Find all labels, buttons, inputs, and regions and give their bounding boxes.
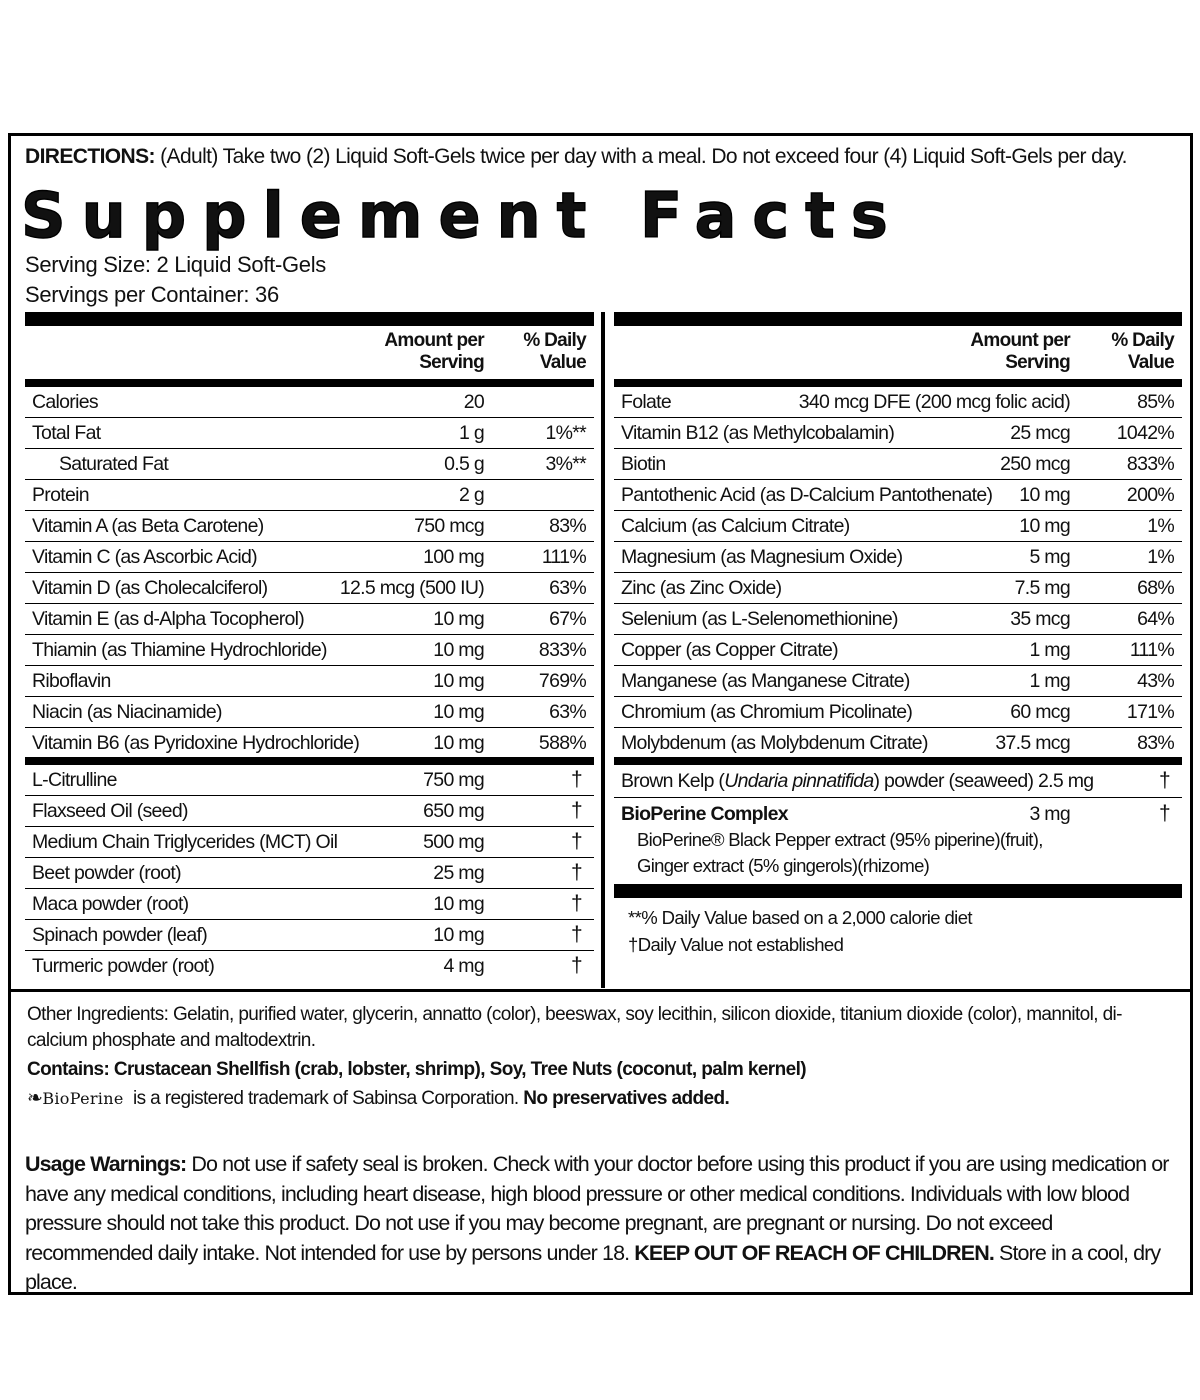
dv-footnote: **% Daily Value based on a 2,000 calorie diet — [628, 907, 972, 928]
allergens: Contains: Crustacean Shellfish (crab, lobster, shrimp), Soy, Tree Nuts (coconut, palm kernel) — [27, 1059, 806, 1080]
nutrient-amount: 1 mg — [1029, 670, 1070, 692]
nutrient-row — [614, 418, 1182, 449]
kelp-name: Brown Kelp (Undaria pinnatifida) powder (seaweed) 2.5 mg — [621, 770, 1094, 792]
keep-out-of-reach: KEEP OUT OF REACH OF CHILDREN. — [634, 1240, 994, 1265]
page-title: Supplement Facts — [21, 179, 904, 252]
nutrient-amount: 250 mcg — [1000, 453, 1070, 475]
nutrient-row — [25, 889, 594, 920]
nutrient-daily-value: 769% — [538, 670, 586, 692]
nutrient-name: Selenium (as L-Selenomethionine) — [621, 608, 898, 630]
nutrient-row — [25, 765, 594, 796]
nutrient-name: Spinach powder (leaf) — [32, 924, 207, 946]
bioperine-amount: 3 mg — [1029, 803, 1070, 825]
nutrient-row — [25, 635, 594, 666]
nutrient-daily-value: 64% — [1137, 608, 1174, 630]
nutrient-daily-value: 111% — [1129, 639, 1174, 661]
nutrient-daily-value: 83% — [1137, 732, 1174, 754]
kelp-dv: † — [1159, 769, 1170, 792]
nutrient-row — [25, 480, 594, 511]
divider-bar — [25, 757, 594, 765]
directions-label: DIRECTIONS: — [25, 145, 155, 168]
nutrient-name: Calcium (as Calcium Citrate) — [621, 515, 850, 537]
nutrient-daily-value: 1% — [1147, 546, 1174, 568]
nutrient-daily-value: 111% — [541, 546, 586, 568]
nutrient-daily-value: 588% — [538, 732, 586, 754]
directions — [25, 145, 1127, 169]
nutrient-name: Niacin (as Niacinamide) — [32, 701, 222, 723]
nutrient-name: Pantothenic Acid (as D-Calcium Pantothenate) — [621, 484, 993, 506]
nutrient-row — [25, 387, 594, 418]
nutrient-row — [614, 697, 1182, 728]
directions-text: (Adult) Take two (2) Liquid Soft-Gels twice per day with a meal. Do not exceed four (4) Liquid Soft-Gels per day. — [160, 145, 1127, 168]
nutrient-amount: 5 mg — [1029, 546, 1070, 568]
trademark-line — [27, 1086, 1177, 1112]
nutrient-name: Beet powder (root) — [32, 862, 181, 884]
nutrient-amount: 37.5 mcg — [995, 732, 1070, 754]
column-header — [25, 326, 594, 379]
nutrient-row — [614, 666, 1182, 697]
nutrient-daily-value: 83% — [549, 515, 586, 537]
nutrient-name: Vitamin E (as d-Alpha Tocopherol) — [32, 608, 305, 630]
nutrient-daily-value: 68% — [1137, 577, 1174, 599]
divider-bar — [614, 884, 1182, 898]
nutrient-amount: 10 mg — [433, 893, 484, 915]
kelp-row — [614, 765, 1182, 798]
warnings-label: Usage Warnings: — [25, 1152, 187, 1176]
nutrient-row — [25, 920, 594, 951]
nutrient-row — [614, 573, 1182, 604]
nutrient-daily-value: 85% — [1137, 391, 1174, 413]
divider-bar — [25, 312, 594, 326]
nutrient-name: Vitamin B12 (as Methylcobalamin) — [621, 422, 895, 444]
nutrient-row — [25, 511, 594, 542]
nutrient-row — [25, 418, 594, 449]
nutrient-amount: 25 mcg — [1010, 422, 1070, 444]
nutrient-amount: 10 mg — [433, 924, 484, 946]
nutrient-name: Copper (as Copper Citrate) — [621, 639, 838, 661]
bioperine-logo: BioPerine — [42, 1089, 124, 1108]
nutrient-row — [25, 951, 594, 981]
nutrient-name: Riboflavin — [32, 670, 111, 692]
nutrient-name: Calories — [32, 391, 98, 413]
nutrient-name: Manganese (as Manganese Citrate) — [621, 670, 910, 692]
divider-bar — [614, 312, 1182, 326]
supplement-facts-label — [8, 133, 1193, 1295]
nutrient-amount: 7.5 mg — [1014, 577, 1070, 599]
section-divider — [11, 989, 1190, 992]
nutrient-amount: 4 mg — [443, 955, 484, 977]
nutrient-amount: 340 mcg DFE (200 mcg folic acid) — [798, 391, 1070, 413]
column-header — [614, 326, 1182, 379]
nutrient-amount: 750 mg — [423, 769, 484, 791]
nutrient-row — [25, 604, 594, 635]
nutrient-daily-value: 833% — [1126, 453, 1174, 475]
serving-size: Serving Size: 2 Liquid Soft-Gels — [25, 252, 326, 277]
nutrient-name: Biotin — [621, 453, 666, 475]
nutrient-amount: 10 mg — [1019, 515, 1070, 537]
nutrient-row — [25, 858, 594, 889]
nutrient-name: Maca powder (root) — [32, 893, 189, 915]
nutrient-name: Protein — [32, 484, 89, 506]
nutrient-daily-value: † — [571, 923, 582, 946]
nutrient-row — [614, 480, 1182, 511]
nutrient-row — [25, 827, 594, 858]
nutrient-amount: 20 — [463, 391, 484, 413]
nutrient-row — [25, 573, 594, 604]
right-vitamin-list — [614, 387, 1182, 758]
nutrient-daily-value: 833% — [538, 639, 586, 661]
bioperine-sub-1: BioPerine® Black Pepper extract (95% piperine)(fruit), — [637, 829, 1043, 850]
nutrient-daily-value: † — [571, 830, 582, 853]
nutrient-name: Magnesium (as Magnesium Oxide) — [621, 546, 903, 568]
nutrient-row — [614, 604, 1182, 635]
nutrient-amount: 25 mg — [433, 862, 484, 884]
nutrient-name: Chromium (as Chromium Picolinate) — [621, 701, 913, 723]
nutrient-amount: 10 mg — [433, 670, 484, 692]
nutrient-daily-value: 200% — [1126, 484, 1174, 506]
nutrient-amount: 500 mg — [423, 831, 484, 853]
nutrient-amount: 10 mg — [433, 639, 484, 661]
left-ingredient-list — [25, 765, 594, 981]
footnotes — [614, 898, 1182, 958]
nutrient-name: Zinc (as Zinc Oxide) — [621, 577, 782, 599]
left-vitamin-list — [25, 387, 594, 758]
leaf-icon: ❧ — [27, 1088, 43, 1109]
nutrient-amount: 2 g — [458, 484, 484, 506]
nutrient-amount: 100 mg — [423, 546, 484, 568]
nutrient-amount: 750 mcg — [414, 515, 484, 537]
nutrient-row — [614, 387, 1182, 418]
nutrient-daily-value: 1%** — [545, 422, 586, 444]
no-preservatives: No preservatives added. — [523, 1088, 730, 1109]
nutrient-amount: 35 mcg — [1010, 608, 1070, 630]
servings-per-container: Servings per Container: 36 — [25, 282, 279, 307]
nutrient-name: Folate — [621, 391, 671, 413]
nutrient-row — [25, 796, 594, 827]
nutrient-amount: 10 mg — [433, 701, 484, 723]
storage-text: Store in a cool, dry place. — [25, 1240, 1161, 1294]
nutrient-row — [25, 449, 594, 480]
amount-header: Amount per Serving — [970, 330, 1070, 373]
nutrient-row — [614, 542, 1182, 573]
nutrient-name: Total Fat — [32, 422, 101, 444]
nutrient-name: Turmeric powder (root) — [32, 955, 215, 977]
nutrient-daily-value: 171% — [1126, 701, 1174, 723]
nutrient-row — [25, 728, 594, 758]
nutrient-row — [614, 449, 1182, 480]
nutrient-daily-value: 43% — [1137, 670, 1174, 692]
nutrient-row — [614, 635, 1182, 666]
nutrient-name: Molybdenum (as Molybdenum Citrate) — [621, 732, 928, 754]
nutrient-name: Saturated Fat — [59, 453, 169, 475]
nutrient-name: Vitamin A (as Beta Carotene) — [32, 515, 264, 537]
nutrient-daily-value: 3%** — [545, 453, 586, 475]
nutrient-daily-value: 63% — [549, 701, 586, 723]
bioperine-sub-2: Ginger extract (5% gingerols)(rhizome) — [637, 855, 930, 876]
nutrient-daily-value: † — [571, 954, 582, 977]
nutrient-amount: 60 mcg — [1010, 701, 1070, 723]
nutrient-daily-value: † — [571, 768, 582, 791]
nutrient-daily-value: 67% — [549, 608, 586, 630]
nutrient-row — [25, 697, 594, 728]
nutrient-row — [614, 728, 1182, 758]
nutrient-name: Vitamin B6 (as Pyridoxine Hydrochloride) — [32, 732, 360, 754]
dagger-footnote: †Daily Value not established — [628, 934, 844, 955]
nutrient-name: L-Citrulline — [32, 769, 117, 791]
nutrient-name: Vitamin C (as Ascorbic Acid) — [32, 546, 257, 568]
nutrient-amount: 1 mg — [1029, 639, 1070, 661]
nutrient-name: Flaxseed Oil (seed) — [32, 800, 188, 822]
nutrient-amount: 10 mg — [433, 608, 484, 630]
bioperine-row — [614, 798, 1182, 884]
nutrient-daily-value: † — [571, 861, 582, 884]
amount-header: Amount per Serving — [384, 330, 484, 373]
divider-bar — [25, 379, 594, 387]
nutrient-daily-value: 1% — [1147, 515, 1174, 537]
divider-bar — [614, 757, 1182, 765]
nutrient-amount: 0.5 g — [444, 453, 484, 475]
warnings-text: Do not use if safety seal is broken. Check with your doctor before using this product if you are using medication or have any medical conditions, including heart disease, high blood pressure or other medical conditions. Individuals with low blood pressure should not take this product. Do not use if you may become pregnant, are pregnant or nursing. Do not exceed recommended daily intake. Not intended for use by persons under 18. — [25, 1152, 1169, 1265]
nutrient-amount: 10 mg — [1019, 484, 1070, 506]
nutrient-amount: 650 mg — [423, 800, 484, 822]
bioperine-dv: † — [1159, 802, 1170, 825]
daily-value-header: % Daily Value — [1111, 330, 1174, 373]
trademark-text: is a registered trademark of Sabinsa Corporation. — [132, 1088, 519, 1109]
left-column — [25, 312, 594, 981]
right-column — [614, 312, 1182, 958]
nutrient-daily-value: † — [571, 892, 582, 915]
column-divider — [601, 312, 605, 988]
nutrient-name: Medium Chain Triglycerides (MCT) Oil — [32, 831, 338, 853]
usage-warnings — [25, 1150, 1180, 1298]
nutrient-daily-value: † — [571, 799, 582, 822]
nutrient-row — [614, 511, 1182, 542]
bioperine-name: BioPerine Complex — [621, 803, 788, 825]
daily-value-header: % Daily Value — [523, 330, 586, 373]
nutrient-amount: 1 g — [458, 422, 484, 444]
ingredients-section — [27, 1002, 1177, 1115]
nutrient-row — [25, 542, 594, 573]
nutrient-row — [25, 666, 594, 697]
nutrient-amount: 12.5 mcg (500 IU) — [339, 577, 484, 599]
nutrient-daily-value: 1042% — [1116, 422, 1174, 444]
other-ingredients: Other Ingredients: Gelatin, purified water, glycerin, annatto (color), beeswax, soy lecithin, silicon dioxide, titanium dioxide (color), mannitol, di-calcium phosphate and maltodextrin. — [27, 1004, 1122, 1051]
divider-bar — [614, 379, 1182, 387]
nutrient-name: Thiamin (as Thiamine Hydrochloride) — [32, 639, 327, 661]
nutrient-amount: 10 mg — [433, 732, 484, 754]
nutrient-daily-value: 63% — [549, 577, 586, 599]
nutrient-name: Vitamin D (as Cholecalciferol) — [32, 577, 268, 599]
